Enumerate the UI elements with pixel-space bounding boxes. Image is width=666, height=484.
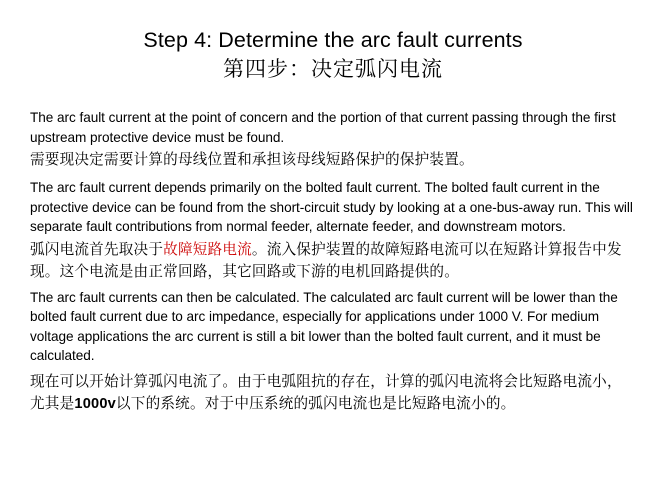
paragraph-2-chinese — [30, 239, 636, 283]
paragraph-1-english: The arc fault current at the point of concern and the portion of that current passing through the first upstream protective device must be found. — [30, 110, 616, 145]
slide-body — [0, 84, 666, 415]
paragraph-3-chinese-voltage: 1000v — [74, 395, 116, 412]
paragraph-1-chinese: 需要现决定需要计算的母线位置和承担该母线短路保护的保护装置。 — [30, 152, 474, 168]
paragraph-2-chinese-highlight: 故障短路电流 — [163, 241, 252, 258]
title-line-chinese: 第四步：决定弧闪电流 — [223, 58, 443, 81]
paragraph-3-chinese-seg-3: 以下的系统。对于中压系统的弧闪电流也是比短路电流小的。 — [115, 395, 516, 412]
paragraph-2-chinese-seg-3: 。流入保护装置的故障短路电流可以在短路计算报告中发现。这个电流是由正常回路，其它回路或下游的电机回路提供的。 — [30, 241, 622, 280]
paragraph-2-chinese-seg-1: 弧闪电流首先取决于 — [30, 241, 164, 258]
paragraph-3-chinese — [30, 371, 636, 415]
title-line-english: Step 4: Determine the arc fault currents — [143, 28, 523, 52]
paragraph-2-english: The arc fault current depends primarily on the bolted fault current. The bolted fault current in the protective device can be found from the short-circuit study by looking at a one-bus-away run. This will separate fault contributions from normal feeder, alternate feeder, and downstream motors. — [30, 180, 633, 234]
slide-title — [0, 0, 666, 84]
paragraph-3-english: The arc fault currents can then be calculated. The calculated arc fault current will be lower than the bolted fault current due to arc impedance, especially for applications under 1000 V. For medium voltage applications the arc current is still a bit lower than the bolted fault current, and it must be calculated. — [30, 289, 618, 363]
paragraph-3-chinese-seg-1: 现在可以开始计算弧闪电流了。由于电弧阻抗的存在，计算的弧闪电流将会比短路电流小，尤其是 — [30, 373, 622, 412]
